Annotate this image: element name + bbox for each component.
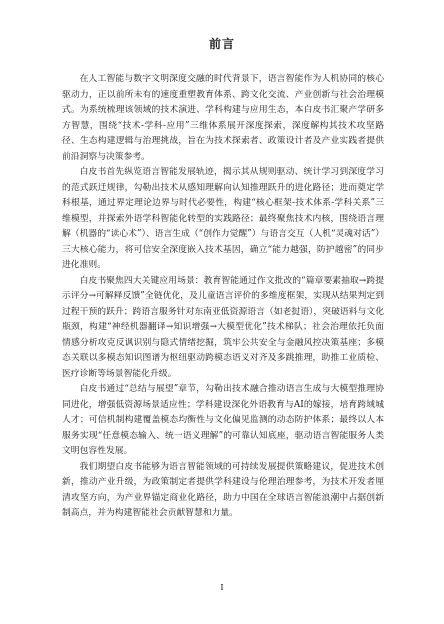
paragraph: 白皮书首先纵览语言智能发展轨迹，揭示其从规则驱动、统计学习到深度学习的范式跃迁规律，勾勒出技术从感知理解向认知推理跃升的进化路径；进而奠定学科根基，通过界定理论边界与时代必要性，构建“核心框架-技术体系-学科关系”三维模型，并探索外语学科智能化转型的实践路径；最终聚焦技术内核，围绕语言理解（机器的“读心术”）、语言生成（“创作力觉醒”）与语言交互（人机“灵魂对话”）三大核心能力，将可信安全深度嵌入技术基因，确立“能力越强，防护越密”的同步进化准则。 xyxy=(62,167,384,270)
page-title: 前言 xyxy=(208,37,235,51)
paragraph: 白皮书通过“总结与展望”章节，勾勒出技术融合推动语言生成与大模型推理协同进化，增强低资源场景适应性；学科建设深化外语教育与AI的嫁接，培育跨域城人才；可信机制构建覆盖模态均衡性与文化偏见监测的动态防护体系；最终以人本服务实现“任意模态输入、统一语义理解”的可靠认知底座，驱动语言智能服务人类文明包容性发展。 xyxy=(62,384,384,456)
paragraph: 白皮书聚焦四大关键应用场景：教育智能通过作文批改的“篇章要素抽取→跨提示评分→可解释反馈”全链优化，及儿童语言评价的多维度框架，实现从结果判定到过程干预的跃升；跨语言服务针对东南亚低资源语言（如老挝语），突破语料与文化瓶颈，构建“神经机器翻译→知识增强→大模型优化”技术梯队；社会治理依托负面情感分析攻克反讽识别与隐式情绪挖掘，筑牢公共安全与金融风控决策基座；多模态关联以多模态知识图谱为枢纽驱动跨模态语义对齐及多跳推理，助推工业质检、医疗诊断等场景智能化升级。 xyxy=(62,275,384,379)
paragraph: 我们期望白皮书能够为语言智能领域的可持续发展提供策略建议，促进技术创新，推动产业升级，为政策制定者提供学科建设与伦理治理参考，为技术开发者厘清攻坚方向，为产业界锚定商业化路径，助力中国在全球语言智能浪潮中占据创新制高点，并为构建智能社会贡献智慧和力量。 xyxy=(62,461,384,518)
page-number: I xyxy=(220,583,224,592)
document-body xyxy=(62,72,384,522)
paragraph: 在人工智能与数字文明深度交融的时代背景下，语言智能作为人机协同的核心驱动力，正以前所未有的速度重塑教育体系、跨文化交流、产业创新与社会治理模式。为系统梳理该领域的技术演进、学科构建与应用生态，本白皮书汇聚产学研多方智慧，围绕“技术-学科-应用”三维体系展开深度探索，深度解构其技术攻坚路径、生态构建逻辑与治理挑战，旨在为技术探索者、政策设计者及产业实践者提供前沿洞察与决策参考。 xyxy=(62,74,384,162)
